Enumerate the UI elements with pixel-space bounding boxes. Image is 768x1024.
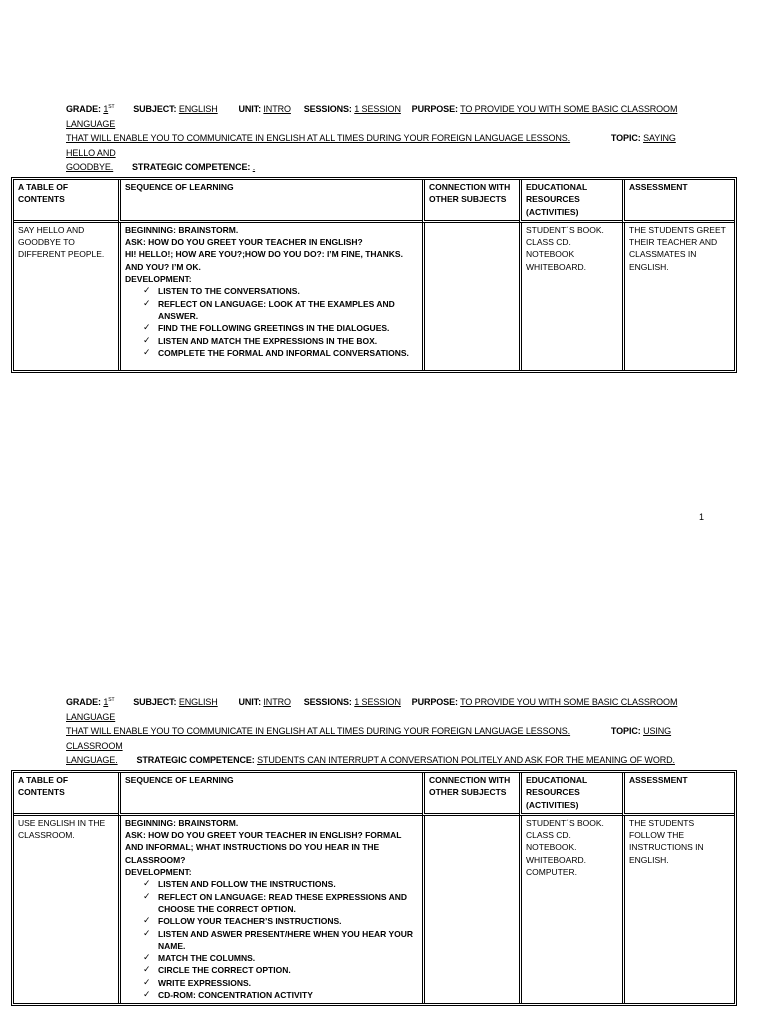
sequence-intro-line: DEVELOPMENT:	[125, 867, 192, 878]
resource-item: CLASS CD.	[526, 830, 571, 841]
grade-sup: ST	[108, 697, 115, 703]
purpose-label: PURPOSE:	[411, 697, 458, 707]
unit-value: INTRO	[263, 104, 291, 114]
grade-label: GRADE:	[66, 104, 101, 114]
sessions-label: SESSIONS:	[303, 104, 352, 114]
list-item: ✓ MATCH THE COLUMNS.	[143, 953, 256, 964]
cell-assessment: THE STUDENTS FOLLOW THE INSTRUCTIONS IN ENGLISH.	[622, 816, 734, 1003]
header-sequence: SEQUENCE OF LEARNING	[118, 180, 422, 223]
topic-label: TOPIC:	[610, 726, 641, 736]
header-assessment: ASSESSMENT	[622, 180, 734, 223]
resource-item: COMPUTER.	[526, 867, 577, 878]
list-item: ✓ CIRCLE THE CORRECT OPTION.	[143, 965, 291, 976]
header-connection: CONNECTION WITH OTHER SUBJECTS	[422, 180, 519, 223]
table-header-row	[14, 773, 734, 816]
unit-value: INTRO	[263, 697, 291, 707]
lesson-2-table	[13, 772, 735, 1004]
cell-connection	[422, 816, 519, 1003]
resource-item: NOTEBOOK	[526, 249, 575, 260]
strategic-value: .	[252, 162, 256, 172]
sequence-checklist	[125, 285, 418, 359]
subject-value: ENGLISH	[178, 104, 218, 114]
list-item: ✓ FIND THE FOLLOWING GREETINGS IN THE DIALOGUES.	[143, 323, 390, 334]
topic-value-line1: SAYING HELLO AND	[66, 133, 676, 158]
header-assessment: ASSESSMENT	[622, 773, 734, 816]
list-item: ✓ COMPLETE THE FORMAL AND INFORMAL CONVERSATIONS.	[143, 347, 409, 358]
list-item: ✓ LISTEN TO THE CONVERSATIONS.	[143, 286, 300, 297]
grade-value: 1	[103, 697, 109, 707]
topic-value-line1: USING CLASSROOM	[66, 726, 672, 751]
table-row	[14, 816, 734, 1003]
grade-value: 1	[103, 104, 109, 114]
purpose-value-line1: TO PROVIDE YOU WITH SOME BASIC CLASSROOM LANGUAGE	[66, 697, 678, 722]
list-item: ✓ REFLECT ON LANGUAGE: READ THESE EXPRESSIONS AND CHOOSE THE CORRECT OPTION.	[143, 891, 408, 914]
subject-label: SUBJECT:	[133, 104, 177, 114]
subject-label: SUBJECT:	[133, 697, 177, 707]
resource-item: STUDENT´S BOOK.	[526, 817, 604, 828]
purpose-value-line2: THAT WILL ENABLE YOU TO COMMUNICATE IN ENGLISH AT ALL TIMES DURING YOUR FOREIGN LANGUAGE LESSONS.	[66, 726, 571, 736]
sequence-intro-line: BEGINNING: BRAINSTORM.	[125, 817, 239, 828]
purpose-value-line1: TO PROVIDE YOU WITH SOME BASIC CLASSROOM LANGUAGE	[66, 104, 678, 129]
sessions-label: SESSIONS:	[303, 697, 352, 707]
check-icon: ✓	[143, 990, 151, 1001]
resource-item: WHITEBOARD.	[526, 261, 586, 272]
sequence-intro-line: DEVELOPMENT:	[125, 274, 192, 285]
unit-label: UNIT:	[238, 697, 261, 707]
cell-connection	[422, 223, 519, 370]
grade-label: GRADE:	[66, 697, 101, 707]
check-icon: ✓	[143, 965, 151, 976]
cell-sequence	[118, 223, 422, 370]
sequence-checklist	[125, 878, 418, 1001]
list-item: ✓ WRITE EXPRESSIONS.	[143, 977, 252, 988]
cell-assessment: THE STUDENTS GREET THEIR TEACHER AND CLASSMATES IN ENGLISH.	[622, 223, 734, 370]
check-icon: ✓	[143, 977, 151, 988]
purpose-value-line2: THAT WILL ENABLE YOU TO COMMUNICATE IN ENGLISH AT ALL TIMES DURING YOUR FOREIGN LANGUAGE LESSONS.	[66, 133, 571, 143]
sequence-intro-line: ASK: HOW DO YOU GREET YOUR TEACHER IN ENGLISH? FORMAL AND INFORMAL; WHAT INSTRUCTIONS DO YOU HEAR IN THE CLASSROOM?	[125, 830, 402, 865]
list-item: ✓ REFLECT ON LANGUAGE: LOOK AT THE EXAMPLES AND ANSWER.	[143, 298, 395, 321]
unit-label: UNIT:	[238, 104, 261, 114]
list-item: ✓ LISTEN AND ASWER PRESENT/HERE WHEN YOU HEAR YOUR NAME.	[143, 928, 414, 951]
header-resources: EDUCATIONAL RESOURCES (ACTIVITIES)	[519, 773, 622, 816]
check-icon: ✓	[143, 335, 151, 346]
resource-item: STUDENT´S BOOK.	[526, 224, 604, 235]
grade-sup: ST	[108, 104, 115, 110]
resource-item: WHITEBOARD.	[526, 854, 586, 865]
topic-value-line2: LANGUAGE.	[66, 755, 118, 765]
cell-sequence	[118, 816, 422, 1003]
topic-value-line2: GOODBYE.	[66, 162, 114, 172]
check-icon: ✓	[143, 916, 151, 927]
sessions-value: 1 SESSION	[354, 697, 401, 707]
resource-item: CLASS CD.	[526, 237, 571, 248]
check-icon: ✓	[143, 286, 151, 297]
sequence-intro-line: BEGINNING: BRAINSTORM.	[125, 224, 239, 235]
lesson-2-header	[66, 695, 706, 768]
cell-contents: USE ENGLISH IN THE CLASSROOM.	[18, 817, 106, 841]
cell-resources	[519, 223, 622, 370]
lesson-1-header	[66, 102, 706, 175]
strategic-label: STRATEGIC COMPETENCE:	[132, 162, 251, 172]
check-icon: ✓	[143, 347, 151, 358]
cell-resources	[519, 816, 622, 1003]
check-icon: ✓	[143, 298, 151, 309]
list-item: ✓ LISTEN AND MATCH THE EXPRESSIONS IN THE BOX.	[143, 335, 378, 346]
sequence-intro-line: ASK: HOW DO YOU GREET YOUR TEACHER IN ENGLISH?	[125, 237, 363, 248]
check-icon: ✓	[143, 953, 151, 964]
resource-item: NOTEBOOK.	[526, 842, 577, 853]
strategic-label: STRATEGIC COMPETENCE:	[136, 755, 255, 765]
check-icon: ✓	[143, 928, 151, 939]
subject-value: ENGLISH	[178, 697, 218, 707]
header-contents: A TABLE OF CONTENTS	[14, 180, 118, 223]
list-item: ✓ CD-ROM: CONCENTRATION ACTIVITY	[143, 990, 313, 1001]
check-icon: ✓	[143, 879, 151, 890]
sequence-intro-line: HI! HELLO!; HOW ARE YOU?;HOW DO YOU DO?: I’M FINE, THANKS. AND YOU? I’M OK.	[125, 249, 403, 272]
header-connection: CONNECTION WITH OTHER SUBJECTS	[422, 773, 519, 816]
page-number: 1	[699, 512, 705, 522]
strategic-value: STUDENTS CAN INTERRUPT A CONVERSATION POLITELY AND ASK FOR THE MEANING OF WORD.	[257, 755, 675, 765]
purpose-label: PURPOSE:	[411, 104, 458, 114]
list-item: ✓ LISTEN AND FOLLOW THE INSTRUCTIONS.	[143, 879, 336, 890]
table-header-row	[14, 180, 734, 223]
topic-label: TOPIC:	[610, 133, 641, 143]
lesson-1-table	[13, 179, 735, 371]
table-row	[14, 223, 734, 370]
list-item: ✓ FOLLOW YOUR TEACHER’S INSTRUCTIONS.	[143, 916, 342, 927]
header-sequence: SEQUENCE OF LEARNING	[118, 773, 422, 816]
check-icon: ✓	[143, 891, 151, 902]
cell-contents: SAY HELLO AND GOODBYE TO DIFFERENT PEOPLE.	[18, 224, 105, 260]
header-resources: EDUCATIONAL RESOURCES (ACTIVITIES)	[519, 180, 622, 223]
sessions-value: 1 SESSION	[354, 104, 401, 114]
check-icon: ✓	[143, 323, 151, 334]
header-contents: A TABLE OF CONTENTS	[14, 773, 118, 816]
